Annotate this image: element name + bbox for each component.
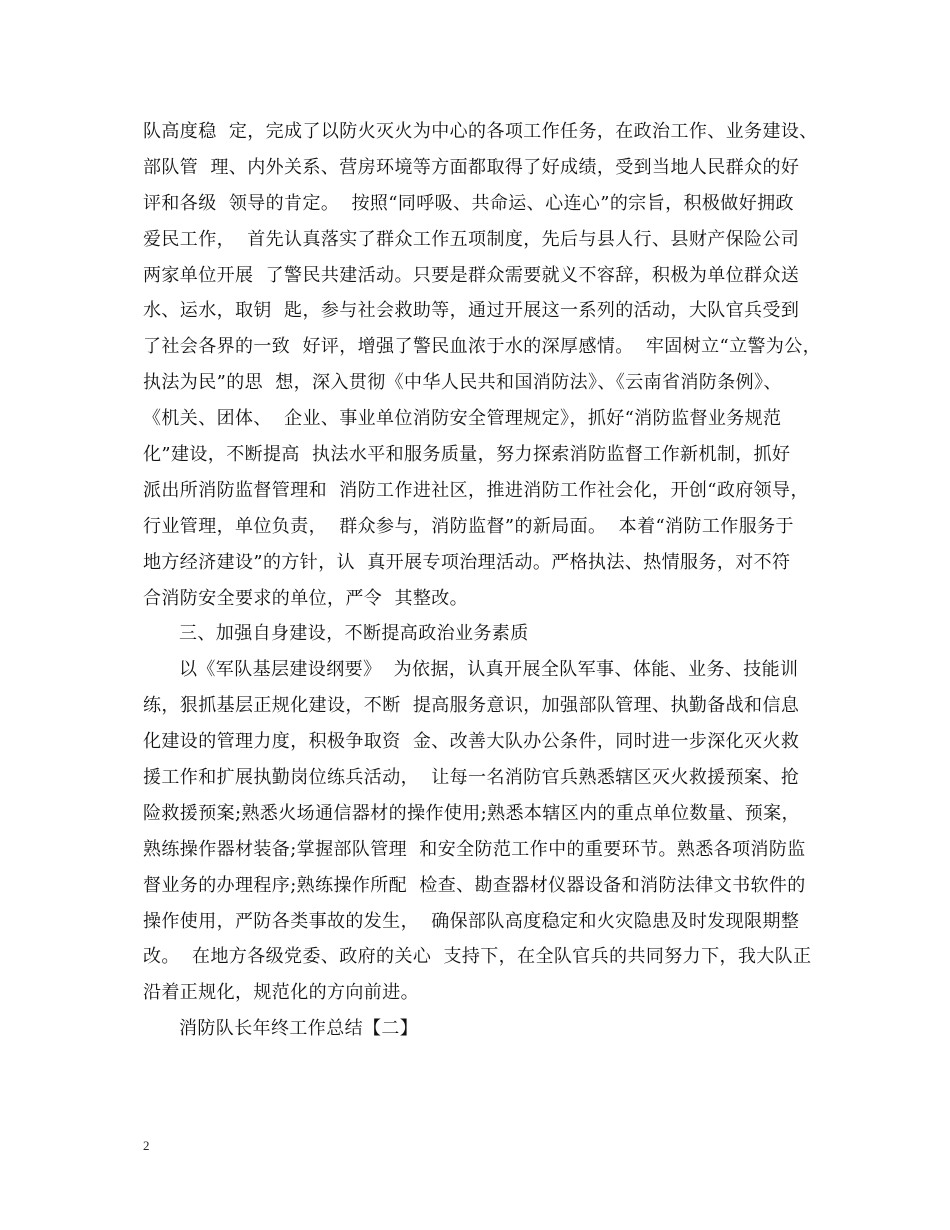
text-line: 队高度稳 定，完成了以防火灭火为中心的各项工作任务，在政治工作、业务建设、 — [143, 121, 818, 142]
text-line: 两家单位开展 了警民共建活动。只要是群众需要就义不容辞，积极为单位群众送 — [143, 264, 800, 286]
section-heading: 三、加强自身建设，不断提高政治业务素质 — [179, 623, 529, 645]
document-subtitle: 消防队长年终工作总结【二】 — [179, 1018, 419, 1040]
text-line: 水、运水，取钥 匙，参与社会救助等，通过开展这一系列的活动，大队官兵受到 — [143, 300, 800, 322]
page-number: 2 — [143, 1138, 150, 1153]
text-line: 险救援预案;熟悉火场通信器材的操作使用;熟悉本辖区内的重点单位数量、预案， — [143, 802, 800, 824]
body-text — [0, 114, 950, 1047]
text-line: 了社会各界的一致 好评，增强了警民血浓于水的深厚感情。 牢固树立“立警为公， — [143, 336, 822, 358]
text-line: 练，狠抓基层正规化建设，不断 提高服务意识，加强部队管理、执勤备战和信息 — [143, 695, 800, 717]
text-line: 督业务的办理程序;熟练操作所配 检查、勘查器材仪器设备和消防法律文书软件的 — [143, 874, 806, 896]
text-line: 爱民工作， 首先认真落实了群众工作五项制度，先后与县人行、县财产保险公司 — [143, 228, 800, 250]
text-line: 行业管理，单位负责， 群众参与，消防监督”的新局面。 本着“消防工作服务于 — [143, 515, 794, 537]
text-line: 改。 在地方各级党委、政府的关心 支持下，在全队官兵的共同努力下，我大队正 — [143, 946, 812, 968]
text-line: 执法为民”的思 想，深入贯彻《中华人民共和国消防法》、《云南省消防条例》、 — [143, 372, 782, 394]
text-line: 熟练操作器材装备;掌握部队管理 和安全防范工作中的重要环节。熟悉各项消防监 — [143, 838, 806, 860]
text-line: 以《军队基层建设纲要》 为依据，认真开展全队军事、体能、业务、技能训 — [179, 659, 799, 681]
text-line: 援工作和扩展执勤岗位练兵活动， 让每一名消防官兵熟悉辖区灭火救援预案、抢 — [143, 767, 800, 789]
text-line: 评和各级 领导的肯定。 按照“同呼吸、共命运、心连心”的宗旨，积极做好拥政 — [143, 192, 794, 214]
text-line: 操作使用，严防各类事故的发生， 确保部队高度稳定和火灾隐患及时发现限期整 — [143, 910, 800, 932]
text-line: 化”建设，不断提高 执法水平和服务质量，努力探索消防监督工作新机制，抓好 — [143, 444, 791, 466]
text-line: 地方经济建设”的方针，认 真开展专项治理活动。严格执法、热情服务，对不符 — [143, 551, 791, 573]
text-line: 《机关、团体、 企业、事业单位消防安全管理规定》，抓好“消防监督业务规范 — [143, 408, 782, 430]
text-line: 派出所消防监督管理和 消防工作进社区，推进消防工作社会化，开创“政府领导， — [143, 479, 809, 501]
text-line: 部队管 理、内外关系、营房环境等方面都取得了好成绩，受到当地人民群众的好 — [143, 156, 800, 178]
text-line: 合消防安全要求的单位，严令 其整改。 — [143, 587, 469, 609]
text-line: 沿着正规化，规范化的方向前进。 — [143, 982, 419, 1004]
text-line: 化建设的管理力度，积极争取资 金、改善大队办公条件，同时进一步深化灭火救 — [143, 731, 800, 753]
